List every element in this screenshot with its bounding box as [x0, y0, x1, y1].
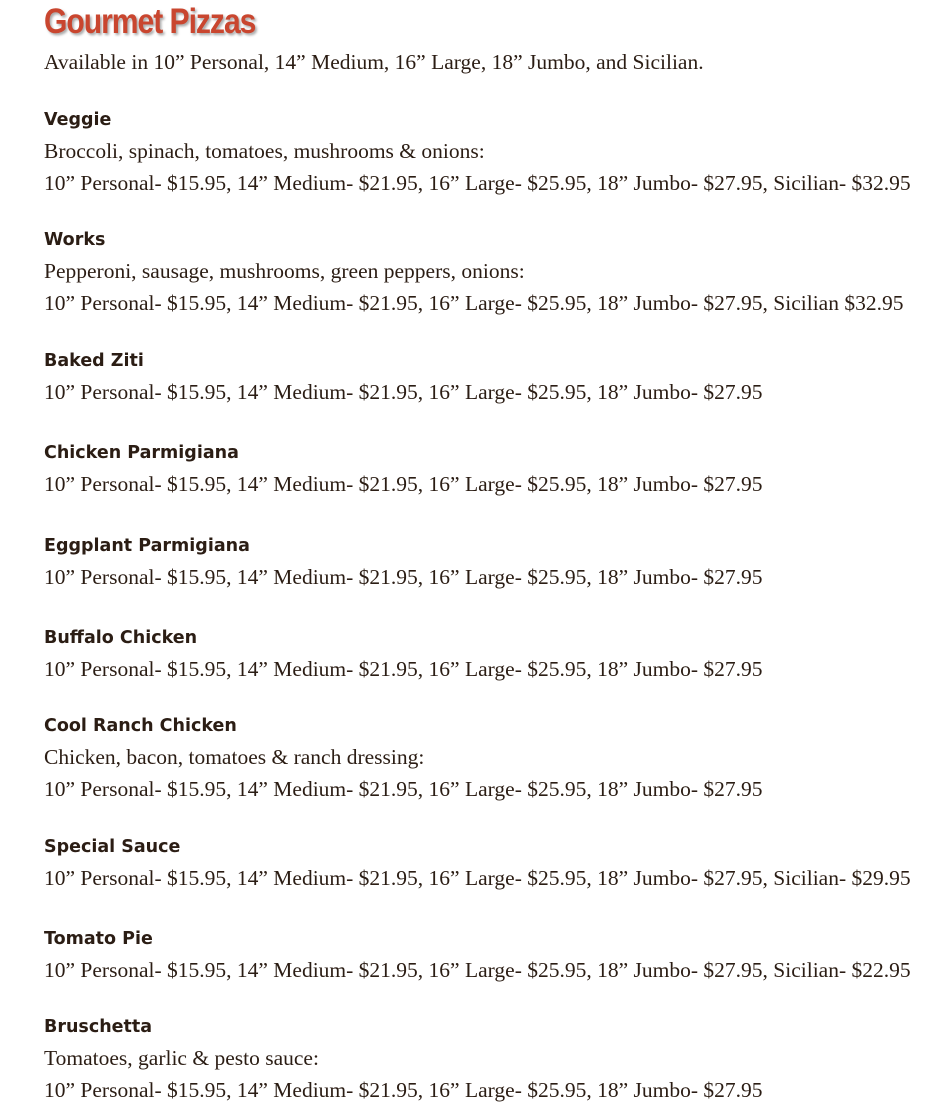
item-prices: 10” Personal- $15.95, 14” Medium- $21.95, 16” Large- $25.95, 18” Jumbo- $27.95: [44, 380, 763, 404]
menu-item-eggplant-parmigiana: [44, 534, 763, 593]
menu-item-veggie: [44, 108, 911, 199]
menu-item-cool-ranch-chicken: [44, 714, 763, 805]
menu-item-buffalo-chicken: [44, 626, 763, 685]
item-name: Eggplant Parmigiana: [44, 536, 250, 556]
item-prices: 10” Personal- $15.95, 14” Medium- $21.95, 16” Large- $25.95, 18” Jumbo- $27.95, Sicilian- $32.95: [44, 171, 911, 195]
item-name: Buffalo Chicken: [44, 628, 198, 648]
menu-item-chicken-parmigiana: [44, 441, 763, 500]
sizes-intro: Available in 10” Personal, 14” Medium, 16” Large, 18” Jumbo, and Sicilian.: [44, 50, 704, 74]
item-prices: 10” Personal- $15.95, 14” Medium- $21.95, 16” Large- $25.95, 18” Jumbo- $27.95: [44, 1078, 763, 1102]
menu-item-special-sauce: [44, 835, 911, 894]
item-prices: 10” Personal- $15.95, 14” Medium- $21.95, 16” Large- $25.95, 18” Jumbo- $27.95, Sicilian- $22.95: [44, 958, 911, 982]
item-description: Chicken, bacon, tomatoes & ranch dressing:: [44, 745, 425, 769]
item-prices: 10” Personal- $15.95, 14” Medium- $21.95, 16” Large- $25.95, 18” Jumbo- $27.95, Sicilian- $29.95: [44, 866, 911, 890]
item-name: Veggie: [44, 110, 112, 130]
menu-item-bruschetta: [44, 1015, 763, 1106]
menu-item-baked-ziti: [44, 349, 763, 408]
item-description: Tomatoes, garlic & pesto sauce:: [44, 1046, 319, 1070]
item-name: Special Sauce: [44, 837, 181, 857]
menu-item-tomato-pie: [44, 927, 911, 986]
item-name: Works: [44, 230, 106, 250]
item-name: Tomato Pie: [44, 929, 153, 949]
item-prices: 10” Personal- $15.95, 14” Medium- $21.95, 16” Large- $25.95, 18” Jumbo- $27.95: [44, 777, 763, 801]
menu-item-works: [44, 228, 903, 319]
page-title: Gourmet Pizzas: [44, 2, 256, 41]
item-name: Bruschetta: [44, 1017, 153, 1037]
item-prices: 10” Personal- $15.95, 14” Medium- $21.95, 16” Large- $25.95, 18” Jumbo- $27.95: [44, 657, 763, 681]
item-description: Pepperoni, sausage, mushrooms, green peppers, onions:: [44, 259, 525, 283]
item-name: Baked Ziti: [44, 351, 144, 371]
item-prices: 10” Personal- $15.95, 14” Medium- $21.95, 16” Large- $25.95, 18” Jumbo- $27.95: [44, 565, 763, 589]
item-prices: 10” Personal- $15.95, 14” Medium- $21.95, 16” Large- $25.95, 18” Jumbo- $27.95: [44, 472, 763, 496]
item-name: Cool Ranch Chicken: [44, 716, 237, 736]
item-prices: 10” Personal- $15.95, 14” Medium- $21.95, 16” Large- $25.95, 18” Jumbo- $27.95, Sicilian $32.95: [44, 291, 904, 315]
item-description: Broccoli, spinach, tomatoes, mushrooms & onions:: [44, 139, 485, 163]
item-name: Chicken Parmigiana: [44, 443, 239, 463]
